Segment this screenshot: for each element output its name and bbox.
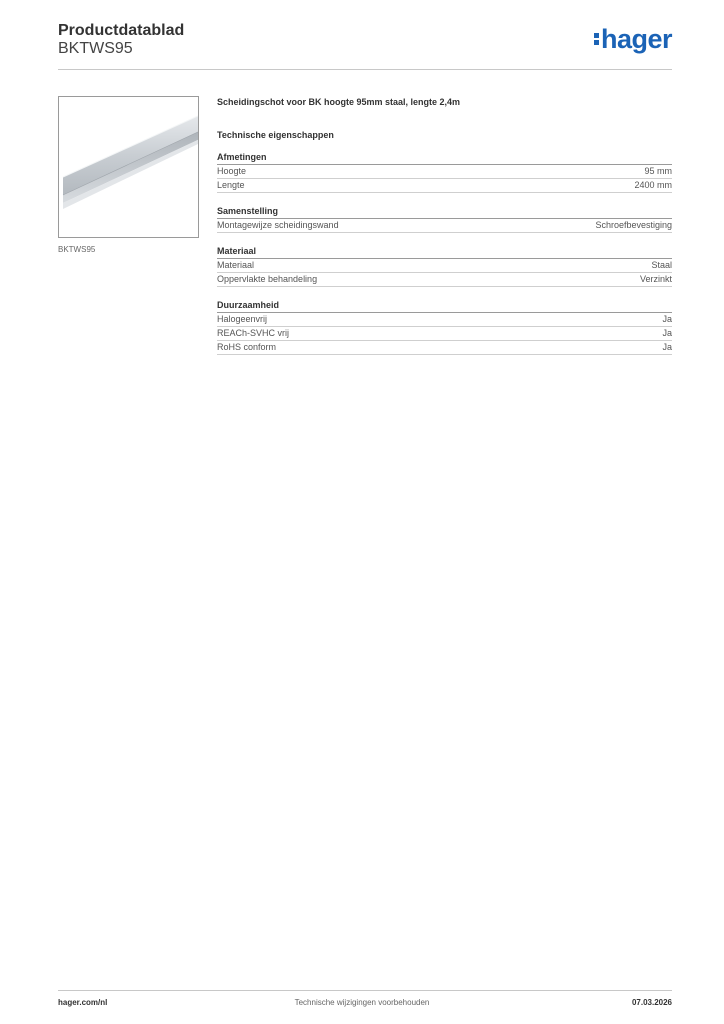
section-materiaal (217, 246, 672, 287)
table-row (217, 313, 672, 327)
row-label: REACh-SVHC vrij (217, 328, 290, 338)
table-row (217, 341, 672, 355)
product-image (58, 96, 199, 238)
table-row (217, 259, 672, 273)
row-label: Montagewijze scheidingswand (217, 220, 339, 230)
footer-disclaimer: Technische wijzigingen voorbehouden (294, 998, 430, 1007)
row-value: Ja (662, 342, 672, 352)
row-value: Staal (651, 260, 672, 270)
table-row (217, 165, 672, 179)
row-label: Hoogte (217, 166, 247, 176)
product-description: Scheidingschot voor BK hoogte 95mm staal, lengte 2,4m (217, 97, 461, 107)
section-title: Materiaal (217, 246, 672, 259)
hager-logo[interactable] (594, 24, 672, 55)
header-divider (58, 69, 672, 70)
section-samenstelling (217, 206, 672, 233)
section-duurzaamheid (217, 300, 672, 355)
row-value: Ja (662, 314, 672, 324)
product-code: BKTWS95 (58, 40, 133, 57)
footer-divider (58, 990, 672, 991)
page-title: Productdatablad (58, 22, 185, 39)
table-row (217, 327, 672, 341)
row-value: 2400 mm (634, 180, 672, 190)
row-label: Materiaal (217, 260, 255, 270)
row-value: 95 mm (644, 166, 672, 176)
section-afmetingen (217, 152, 672, 193)
technical-heading: Technische eigenschappen (217, 130, 334, 140)
row-label: Oppervlakte behandeling (217, 274, 318, 284)
footer-date: 07.03.2026 (631, 998, 672, 1007)
row-value: Verzinkt (639, 274, 672, 284)
row-label: RoHS conform (217, 342, 277, 352)
section-title: Samenstelling (217, 206, 672, 219)
steel-profile-icon (59, 97, 199, 238)
row-label: Lengte (217, 180, 245, 190)
table-row (217, 273, 672, 287)
row-value: Schroefbevestiging (595, 220, 672, 230)
image-caption: BKTWS95 (58, 245, 96, 254)
table-row (217, 179, 672, 193)
section-title: Afmetingen (217, 152, 672, 165)
logo-dots-icon (594, 31, 599, 47)
row-label: Halogeenvrij (217, 314, 268, 324)
section-title: Duurzaamheid (217, 300, 672, 313)
table-row (217, 219, 672, 233)
product-content (217, 97, 672, 368)
footer-website-link[interactable]: hager.com/nl (58, 998, 108, 1007)
logo-text: hager (600, 24, 672, 54)
row-value: Ja (662, 328, 672, 338)
